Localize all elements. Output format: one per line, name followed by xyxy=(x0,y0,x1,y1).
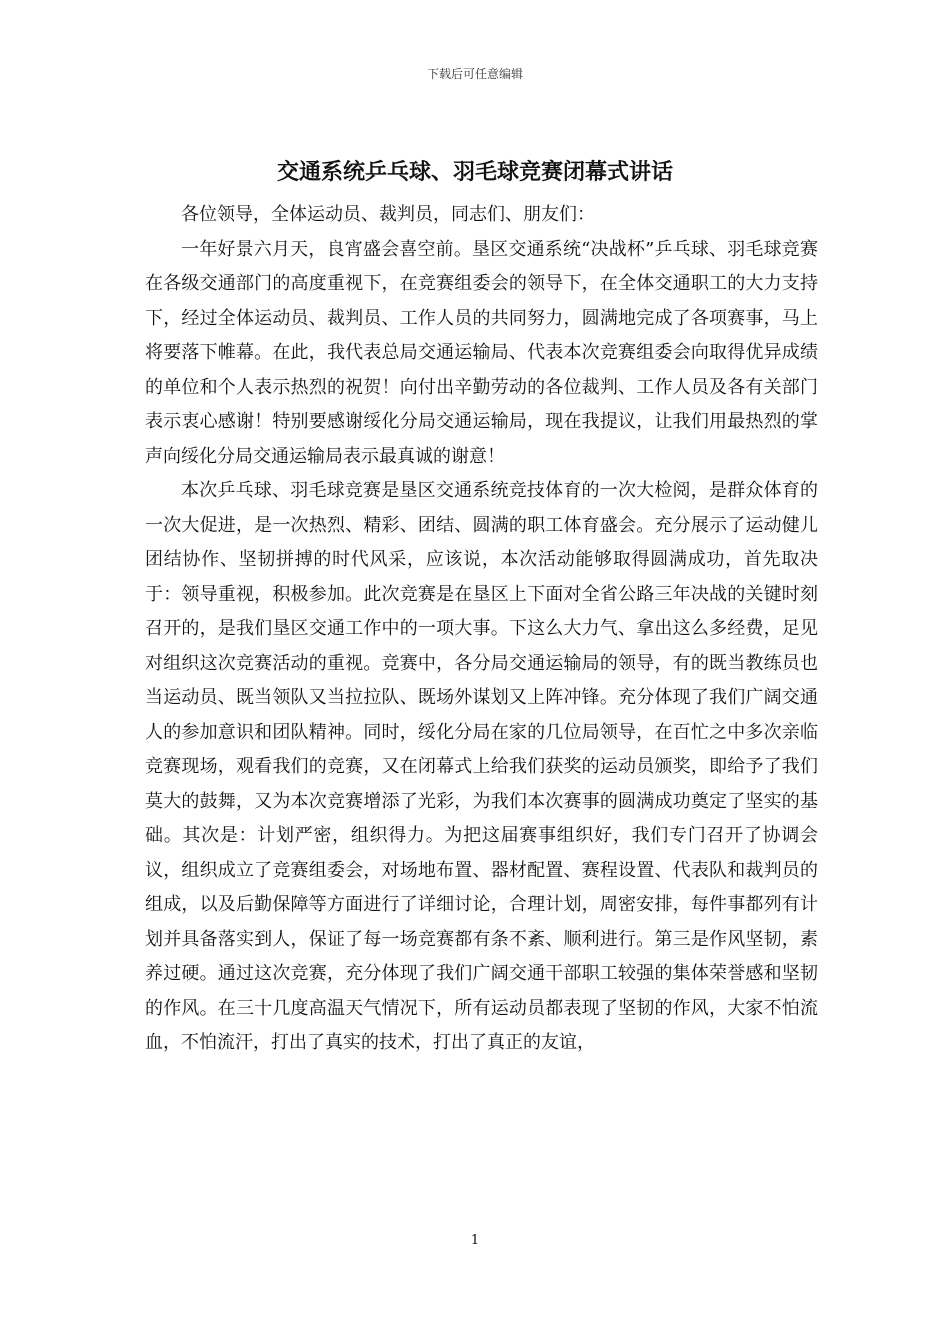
paragraph-review: 本次乒乓球、羽毛球竞赛是垦区交通系统竞技体育的一次大检阅，是群众体育的一次大促进，是一次热烈、精彩、团结、圆满的职工体育盛会。充分展示了运动健儿团结协作、坚韧拼搏的时代风采，应该说，本次活动能够取得圆满成功，首先取决于：领导重视，积极参加。此次竞赛是在垦区上下面对全省公路三年决战的关键时刻召开的，是我们垦区交通工作中的一项大事。下这么大力气、拿出这么多经费，足见对组织这次竞赛活动的重视。竞赛中，各分局交通运输局的领导，有的既当教练员也当运动员、既当领队又当拉拉队、既场外谋划又上阵冲锋。充分体现了我们广阔交通人的参加意识和团队精神。同时，绥化分局在家的几位局领导，在百忙之中多次亲临竞赛现场，观看我们的竞赛，又在闭幕式上给我们获奖的运动员颁奖，即给予了我们莫大的鼓舞，又为本次竞赛增添了光彩，为我们本次赛事的圆满成功奠定了坚实的基础。其次是：计划严密，组织得力。为把这届赛事组织好，我们专门召开了协调会议，组织成立了竞赛组委会，对场地布置、器材配置、赛程设置、代表队和裁判员的组成，以及后勤保障等方面进行了详细讨论，合理计划，周密安排，每件事都列有计划并具备落实到人，保证了每一场竞赛都有条不紊、顺利进行。第三是作风坚韧，素养过硬。通过这次竞赛，充分体现了我们广阔交通干部职工较强的集体荣誉感和坚韧的作风。在三十几度高温天气情况下，所有运动员都表现了坚韧的作风，大家不怕流血，不怕流汗，打出了真实的技术，打出了真正的友谊， xyxy=(145,480,818,1053)
paragraph-salutation: 各位领导，全体运动员、裁判员，同志们、朋友们： xyxy=(181,204,595,225)
page-header-note: 下载后可任意编辑 xyxy=(426,67,523,81)
document-title: 交通系统乒乓球、羽毛球竞赛闭幕式讲话 xyxy=(276,159,673,185)
page-number: 1 xyxy=(470,1233,480,1248)
paragraph-opening: 一年好景六月天，良宵盛会喜空前。垦区交通系统“决战杯”乒乓球、羽毛球竞赛在各级交通部门的高度重视下，在竞赛组委会的领导下，在全体交通职工的大力支持下，经过全体运动员、裁判员、工作人员的共同努力，圆满地完成了各项赛事，马上将要落下帷幕。在此，我代表总局交通运输局、代表本次竞赛组委会向取得优异成绩的单位和个人表示热烈的祝贺！向付出辛勤劳动的各位裁判、工作人员及各有关部门表示衷心感谢！特别要感谢绥化分局交通运输局，现在我提议，让我们用最热烈的掌声向绥化分局交通运输局表示最真诚的谢意！ xyxy=(145,238,818,467)
document-body xyxy=(145,198,818,1061)
